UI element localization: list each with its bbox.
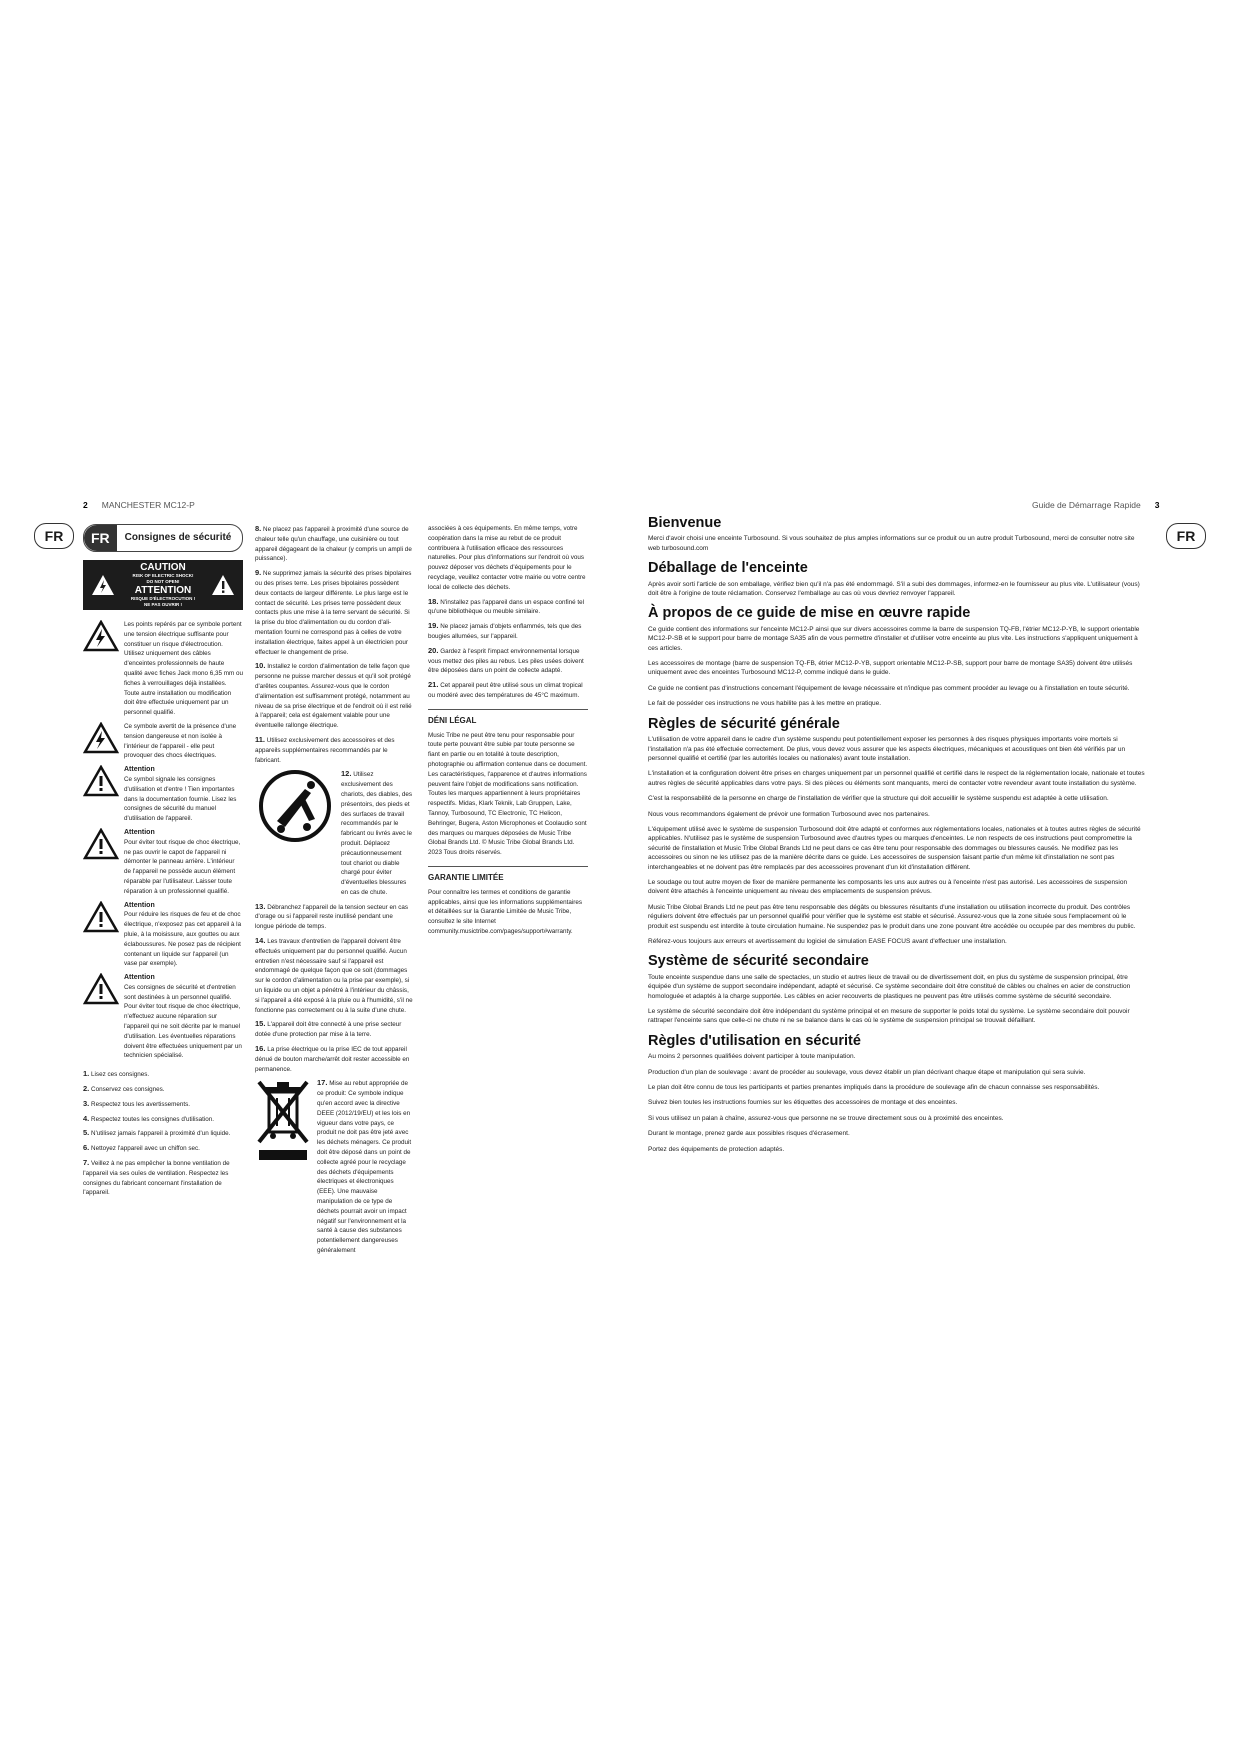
paragraph: L'installation et la configuration doivent être prises en charges uniquement par un personnel qualifié et certifié dans le respect de la réglementation locale, nationale et toutes autres règles de sécurité applicables dans votre pays. Si des pièces ou éléments sont manquants, merci de contacter votre revendeur avant toute installation du système.	[648, 770, 1145, 787]
right-page-number: 3	[1154, 500, 1160, 510]
safety-list	[83, 1069, 243, 1198]
item-number: 17.	[317, 1078, 328, 1088]
caution-title: CAUTION	[140, 562, 186, 573]
divider	[428, 866, 588, 867]
weee-text: Mise au rebut appropriée de ce produit: Ce symbole indique qu'en accord avec la directive DEEE (2012/19/EU) et les lois en vigueur dans votre pays, ce produit ne doit pas être jeté avec les déchets ménagers. Ce produit doit être déposé dans un point de collecte agréé pour le recyclage des déchets d'équipements électriques et électroniques (EEE). Une mauvaise manipulation de ce type de déchets pourrait avoir un impact négatif sur l'environnement et la santé à cause des substances potentiellement dangereuses généralement	[317, 1080, 412, 1254]
safety-column-2	[255, 524, 413, 1260]
list-item: 18. N'installez pas l'appareil dans un espace confiné tel qu'une bibliothèque ou meuble similaire.	[428, 596, 585, 616]
voltage-warning-text: Ce symbole avertit de la présence d'une tension dangereuse et non isolée à l'intérieur de l'appareil - elle peut provoquer des chocs électriques.	[124, 722, 237, 760]
lightning-triangle-icon	[83, 620, 119, 652]
cart-warning	[255, 769, 413, 897]
paragraph: L'utilisation de votre appareil dans le cadre d'un système suspendu peut potentiellement exposer les personnes à des risques physiques importants voire mortels si l'installation n'a pas été effectuée correctement. De plus, vous devez vous assurer que les aspects électriques, mécaniques et acoustiques ont bien été vérifiés par un personnel qualifié et certifié (par les autorités locales ou nationales) avant toute installation.	[648, 736, 1126, 762]
paragraph: L'équipement utilisé avec le système de suspension Turbosound doit être adapté et conformes aux réglementations locales, nationales et à toutes autres règles de sécurité applicables. N'utilisez pas le système de suspension Turbosound avec d'autres types ou marques d'enceintes. Le non respects de ces instructions peut compromettre la sécurité de l'installation et Music Tribe Global Brands Ltd ne peut dans ce cas être tenu pour responsable des dommages ou blessures causés. Ne modifiez pas les accessoires ou sinon ne les utilisez pas de la manière décrite dans ce guide. Les accessoires de suspension faisant partie d'un même kit d'installation ne sont pas interchangeables et ne doivent pas être remplacés par des accessoires provenant d'un kit d'installation différent.	[648, 825, 1141, 871]
attention-title-4: Attention	[124, 974, 155, 982]
list-item: 4. Respectez toutes les consignes d'utilisation.	[83, 1113, 215, 1123]
attention-title: ATTENTION	[134, 585, 192, 596]
voltage-warning	[83, 722, 243, 761]
cart-warning-text: Utilisez exclusivement des chariots, des diables, des présentoirs, des pieds et des surfaces de travail recommandés par le fabricant ou livrés avec le produit. Déplacez précautionneusement tout chariot ou diable chargé pour éviter d'éventuelles blessures en cas de chute.	[341, 771, 413, 896]
attention-block-4	[83, 973, 243, 1061]
language-tab-left: FR	[34, 523, 74, 549]
crossed-bin-icon	[255, 1078, 311, 1164]
left-header-title: MANCHESTER MC12-P	[101, 500, 195, 510]
attention-text-2: Pour éviter tout risque de choc électrique, ne pas ouvrir le capot de l'appareil ni démonter le panneau arrière. L'intérieur de l'appareil ne possède aucun élément réparable par l'utilisateur. Laisser toute réparation à un professionnel qualifié.	[124, 838, 241, 895]
paragraph: Ce guide ne contient pas d'instructions concernant l'équipement de levage nécessaire et n'indique pas comment procéder au levage ou à l'installation en toute sécurité.	[648, 684, 1130, 692]
paragraph: Après avoir sorti l'article de son emballage, vérifiez bien qu'il n'a pas été endommagé. S'il a subi des dommages, informez-en le fournisseur au plus vite. L'utilisateur (vous) doit être à l'origine de toute réclamation. Conservez l'emballage au cas où vous devriez renvoyer l'appareil.	[648, 580, 1140, 598]
attention-title-2: Attention	[124, 828, 155, 836]
lightning-warning-icon	[91, 574, 115, 596]
lightning-triangle-icon	[83, 722, 119, 754]
paragraph: Le système de sécurité secondaire doit être indépendant du système principal et en mesure de supporter le poids total du système. Le système secondaire doit pouvoir rattraper l'enceinte sans que celle-ci ne chute ni ne se balance dans le cas où le système de suspension principal se trouvait défaillant.	[648, 1008, 1130, 1025]
legal-heading: DÉNI LÉGAL	[428, 715, 477, 725]
paragraph: Le plan doit être connu de tous les participants et parties prenantes impliqués dans la procédure de soulevage afin de chacun connaisse ses responsabilités.	[648, 1084, 1100, 1092]
paragraph: Ce guide contient des informations sur l'enceinte MC12-P ainsi que sur divers accessoires comme la barre de suspension TQ-FB, l'étrier MC12-P-YB, le support orientable MC12-P-SB et le support pour barre de montage SA35 afin de vous permettre d'installer et d'utiliser votre enceinte au plus vite. Les instructions s'appliquent uniquement à ces articles.	[648, 625, 1140, 652]
paragraph: Le fait de posséder ces instructions ne vous habilite pas à les mettre en pratique.	[648, 700, 882, 708]
legal-text: Music Tribe ne peut être tenu pour responsable pour toute perte pouvant être subie par toute personne se fiant en partie ou en totalité à toute description, photographie ou affirmation contenue dans ce document. Les caractéristiques, l'apparence et d'autres informations peuvent faire l'objet de modifications sans notification. Toutes les marques appartiennent à leurs propriétaires respectifs. Midas, Klark Teknik, Lab Gruppen, Lake, Tannoy, Turbosound, TC Electronic, TC Helicon, Behringer, Bugera, Aston Microphones et Coolaudio sont des marques ou marques déposées de Music Tribe Global Brands Ltd. © Music Tribe Global Brands Ltd. 2023 Tous droits réservés.	[428, 731, 588, 857]
section-language-tag: FR	[84, 525, 117, 551]
attention-block-2	[83, 828, 243, 897]
heading-utilisation: Règles d'utilisation en sécurité	[648, 1032, 861, 1049]
paragraph: Music Tribe Global Brands Ltd ne peut pas être tenu responsable des dégâts ou blessures résultants d'une installation ou utilisation incorrecte du produit. Des contrôles réguliers doivent être effectués par un personnel qualifié pour vérifier que le système est stable et sécurisé. Assurez-vous que la zone située sous l'emplacement où le produit est suspendu est interdite à toute circulation humaine. Ne suspendez pas le produit dans une zone pouvant être accédée ou occupée par des membres du public.	[648, 903, 1136, 930]
heading-deballage: Déballage de l'enceinte	[648, 560, 808, 577]
paragraph: Les accessoires de montage (barre de suspension TQ-FB, étrier MC12-P-YB, support orientable MC12-P-SB, support pour barre de montage SA35) doivent être utilisés uniquement avec des enceintes Turbosound MC12-P, comme indiqué dans le guide.	[648, 660, 1133, 677]
paragraph: Référez-vous toujours aux erreurs et avertissement du logiciel de simulation EASE FOCUS avant d'effectuer une installation.	[648, 938, 1007, 945]
section-title: Consignes de sécurité	[124, 532, 232, 544]
exclamation-triangle-icon	[83, 828, 119, 860]
attention-text-1: Ce symbol signale les consignes d'utilisation et d'entre ! Tien importantes dans la documentation fournie. Lisez les consignes de sécurité du manuel d'utilisation de l'appareil.	[124, 775, 237, 823]
section-header	[83, 524, 243, 552]
paragraph: Nous vous recommandons également de prévoir une formation Turbosound avec nos partenaires.	[648, 810, 930, 818]
attention-text-4: Ces consignes de sécurité et d'entretien sont destinées à un personnel qualifié. Pour éviter tout risque de choc électrique, n'effectuez aucune réparation sur l'appareil qui ne soit décrite par le manuel d'utilisation. Les éventuelles réparations doivent être effectuées uniquement par un technicien spécialisé.	[124, 983, 242, 1060]
right-header-title: Guide de Démarrage Rapide	[1032, 500, 1141, 510]
list-item: 13. Débranchez l'appareil de la tension secteur en cas d'orage ou si l'appareil reste inutilisé pendant une longue période de temps.	[255, 901, 409, 931]
list-item: 9. Ne supprimez jamais la sécurité des prises bipolaires ou des prises terre. Les prises bipolaires possèdent deux contacts de largeur différente. Le plus large est le contact de sécurité. Les prises terre possèdent deux contacts plus une mise à la terre servant de sécurité. Si la prise du bloc d'alimentation ou du cordon d'ali-mentation fourni ne correspond pas à celles de votre installation électrique, faites appel à un électricien pour effectuer le changement de prise.	[255, 568, 412, 656]
attention-line-1: RISQUE D'ÉLECTROCUTION !	[130, 596, 196, 601]
list-item: 3. Respectez tous les avertissements.	[83, 1098, 191, 1108]
item-number: 12.	[341, 769, 352, 779]
paragraph: Suivez bien toutes les instructions fournies sur les étiquettes des accessoires de montage et des enceintes.	[648, 1099, 958, 1107]
list-item: 1. Lisez ces consignes.	[83, 1069, 150, 1079]
right-page-header	[1032, 500, 1159, 510]
cart-tipover-icon	[255, 769, 335, 843]
safety-column-3	[428, 524, 588, 941]
paragraph: Toute enceinte suspendue dans une salle de spectacles, un studio et autres lieux de travail ou de divertissement doit, en plus du système de suspension principal, être équipée d'un système de support secondaire indépendant, adapté et sécurisé. Ce système secondaire doit être constitué de câbles ou chaînes en acier de construction homologuée et adaptés à la charge supportée. Les câbles en acier recouverts de plastiques ne peuvent pas être utilisés comme système de sécurité secondaire.	[648, 973, 1131, 1000]
exclamation-triangle-icon	[83, 973, 119, 1005]
shock-warning	[83, 620, 243, 718]
paragraph: Production d'un plan de soulevage : avant de procéder au soulevage, vous devez établir un plan décrivant chaque étape et manipulation qui sera suivie.	[648, 1068, 1086, 1076]
weee-continuation: associées à ces équipements. En même temps, votre coopération dans la mise au rebut de ce produit contribuera à l'utilisation efficace des ressources naturelles. Pour plus d'informations sur l'endroit où vous pouvez déposer vos déchets d'équipements pour le recyclage, veuillez contacter votre mairie ou votre centre local de collecte des déchets.	[428, 525, 586, 591]
warranty-heading: GARANTIE LIMITÉE	[428, 872, 504, 882]
paragraph: Merci d'avoir choisi une enceinte Turbosound. Si vous souhaitez de plus amples informations sur ce produit ou un autre produit Turbosound, merci de consulter notre site web turbosound.com	[648, 535, 1135, 552]
language-tab-right: FR	[1166, 523, 1206, 549]
list-item: 8. Ne placez pas l'appareil à proximité d'une source de chaleur telle qu'un chauffage, une cuisinière ou tout appareil dégageant de la chaleur (y compris un ampli de puissance).	[255, 524, 412, 563]
paragraph: C'est la responsabilité de la personne en charge de l'installation de vérifier que la structure qui doit accueillir le système suspendu est adaptée à cette utilisation.	[648, 795, 1109, 803]
paragraph: Durant le montage, prenez garde aux possibles risques d'écrasement.	[648, 1130, 850, 1138]
list-item: 20. Gardez à l'esprit l'impact environnemental lorsque vous mettez des piles au rebus. Les piles usées doivent être déposées dans un point de collecte adapté.	[428, 645, 584, 675]
list-item: 5. N'utilisez jamais l'appareil à proximité d'un liquide.	[83, 1128, 231, 1138]
caution-line-2: DO NOT OPEN!	[146, 579, 180, 584]
left-page-header	[83, 500, 195, 510]
attention-block-3	[83, 901, 243, 970]
shock-warning-text: Les points repérés par ce symbole portent une tension électrique suffisante pour constituer un risque d'électrocution. Utilisez uniquement des câbles d'enceintes professionnels de haute qualité avec fiches Jack mono 6,35 mm ou fiches à verrouillages déjà installées. Toute autre installation ou modification doit être effectuée uniquement par un personnel qualifié.	[124, 621, 244, 717]
list-item: 15. L'appareil doit être connecté à une prise secteur dotée d'une protection par mise à la terre.	[255, 1019, 402, 1039]
list-item: 21. Cet appareil peut être utilisé sous un climat tropical ou modéré avec des températures de 45°C maximum.	[428, 680, 583, 699]
attention-line-2: NE PAS OUVRIR !	[144, 602, 182, 607]
warranty-text: Pour connaître les termes et conditions de garantie applicables, ainsi que les informations supplémentaires et détaillées sur la Garantie Limitée de Music Tribe, consultez le site Internet community.musictribe.com/pages/support#warranty.	[428, 888, 583, 935]
safety-column-1	[83, 524, 243, 1202]
exclamation-triangle-icon	[83, 901, 119, 933]
paragraph: Au moins 2 personnes qualifiées doivent participer à toute manipulation.	[648, 1053, 856, 1061]
list-item: 10. Installez le cordon d'alimentation de telle façon que personne ne puisse marcher dessus et qu'il soit protégé d'arêtes coupantes. Assurez-vous que le cordon d'alimentation est suffisamment protégé, notamment au niveau de sa prise électrique et de l'endroit où il est relié à l'appareil; cela est également valable pour une éventuelle rallonge électrique.	[255, 661, 412, 730]
caution-line-1: RISK OF ELECTRIC SHOCK!	[132, 573, 194, 578]
list-item: 6. Nettoyez l'appareil avec un chiffon sec.	[83, 1143, 200, 1153]
heading-apropos: À propos de ce guide de mise en œuvre rapide	[648, 605, 971, 622]
paragraph: Portez des équipements de protection adaptés.	[648, 1145, 785, 1153]
paragraph: Le soudage ou tout autre moyen de fixer de manière permanente les composants les uns aux autres ou à l'enceinte n'est pas autorisé. Les accessoires de suspension doivent être attachés à l'enceinte uniquement au niveau des emplacements de suspension prévus.	[648, 878, 1128, 896]
list-item: 2. Conservez ces consignes.	[83, 1084, 165, 1094]
list-item: 16. La prise électrique ou la prise IEC de tout appareil dénué de bouton marche/arrêt doit rester accessible en permanence.	[255, 1044, 410, 1073]
attention-title-3: Attention	[124, 901, 155, 909]
attention-block-1	[83, 765, 243, 824]
exclamation-warning-icon	[211, 574, 235, 596]
list-item: 19. Ne placez jamais d'objets enflammés, tels que des bougies allumées, sur l'appareil.	[428, 621, 582, 640]
attention-title-1: Attention	[124, 766, 155, 774]
heading-regles: Règles de sécurité générale	[648, 715, 840, 732]
divider	[428, 709, 588, 710]
caution-banner	[83, 560, 243, 610]
weee-warning	[255, 1078, 413, 1255]
exclamation-triangle-icon	[83, 765, 119, 797]
right-page-content	[648, 515, 1146, 1160]
list-item: 11. Utilisez exclusivement des accessoires et des appareils supplémentaires recommandés par le fabricant.	[255, 734, 395, 764]
heading-bienvenue: Bienvenue	[648, 515, 722, 531]
list-item: 14. Les travaux d'entretien de l'appareil doivent être effectués uniquement par du personnel qualifié. Aucun entretien n'est nécessaire sauf si l'appareil est endommagé de quelque façon que ce soit (dommages sur le cordon d'alimentation ou la prise par exemple), si un liquide ou un objet a pénétré à l'intérieur du châssis, si l'appareil a été exposé à la pluie ou à l'humidité, s'il ne fonctionne pas correctement ou à la suite d'une chute.	[255, 936, 413, 1014]
list-item: 7. Veillez à ne pas empêcher la bonne ventilation de l'appareil via ses ouïes de ventilation. Respectez les consignes du fabricant concernant l'installation de l'appareil.	[83, 1158, 230, 1197]
caution-text	[131, 562, 195, 608]
heading-secondaire: Système de sécurité secondaire	[648, 953, 869, 970]
left-page-number: 2	[83, 500, 88, 510]
attention-text-3: Pour réduire les risques de feu et de choc électrique, n'exposez pas cet appareil à la pluie, à la moisissure, aux gouttes ou aux éclaboussures. Ne posez pas de récipient contenant un liquide sur l'appareil (un vase par exemple).	[124, 911, 242, 968]
paragraph: Si vous utilisez un palan à chaîne, assurez-vous que personne ne se trouve directement sous ou à proximité des enceintes.	[648, 1114, 1004, 1122]
